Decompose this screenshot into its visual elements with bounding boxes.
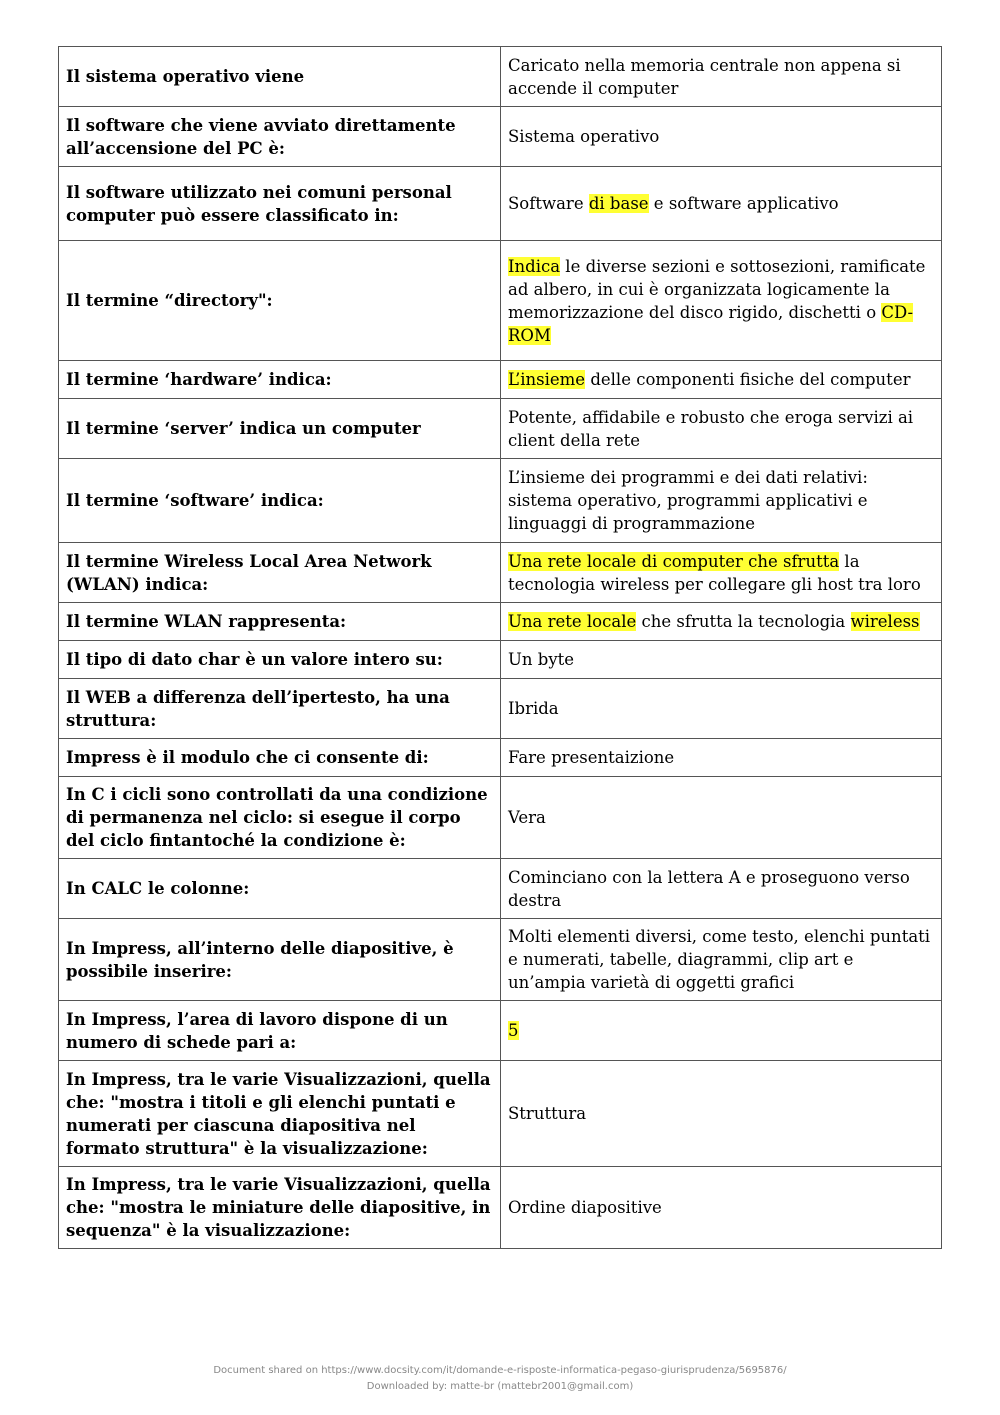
question-cell: Il WEB a differenza dell’ipertesto, ha una struttura: <box>59 679 501 739</box>
question-cell: In C i cicli sono controllati da una condizione di permanenza nel ciclo: si esegue il corpo del ciclo fintantoché la condizione è: <box>59 777 501 859</box>
table-row <box>59 459 942 543</box>
highlighted-text: wireless <box>850 612 920 631</box>
footer-share-line: Document shared on https://www.docsity.com/it/domande-e-risposte-informatica-pegaso-giurisprudenza/5695876/ <box>213 1365 787 1376</box>
question-cell: In Impress, tra le varie Visualizzazioni, quella che: "mostra i titoli e gli elenchi puntati e numerati per ciascuna diapositiva nel formato struttura" è la visualizzazione: <box>59 1061 501 1167</box>
table-row <box>59 641 942 679</box>
answer-cell <box>501 167 942 241</box>
footer-download-line: Downloaded by: matte-br (mattebr2001@gmail.com) <box>366 1381 634 1392</box>
answer-text: Molti elementi diversi, come testo, elenchi puntati e numerati, tabelle, diagrammi, clip art e un’ampia varietà di oggetti grafici <box>508 927 931 992</box>
answer-text: Sistema operativo <box>508 127 660 146</box>
question-cell: Il termine WLAN rappresenta: <box>59 603 501 641</box>
highlighted-text: 5 <box>508 1021 519 1040</box>
question-cell: Il termine ‘hardware’ indica: <box>59 361 501 399</box>
answer-text: che sfrutta la tecnologia <box>636 612 851 631</box>
answer-cell <box>501 1001 942 1061</box>
answer-text: e software applicativo <box>648 194 839 213</box>
answer-text: Un byte <box>508 650 575 669</box>
answer-cell <box>501 47 942 107</box>
table-row <box>59 399 942 459</box>
answer-text: Vera <box>508 808 546 827</box>
answer-text: Cominciano con la lettera A e proseguono verso destra <box>508 867 910 910</box>
question-cell: Il termine ‘server’ indica un computer <box>59 399 501 459</box>
answer-text: Ordine diapositive <box>508 1198 662 1217</box>
question-cell: In Impress, all’interno delle diapositive, è possibile inserire: <box>59 919 501 1001</box>
table-row <box>59 919 942 1001</box>
answer-text: Struttura <box>508 1104 587 1123</box>
answer-cell <box>501 641 942 679</box>
answer-cell <box>501 543 942 603</box>
table-row <box>59 603 942 641</box>
table-row <box>59 1167 942 1249</box>
answer-cell <box>501 459 942 543</box>
question-cell: Il software utilizzato nei comuni personal computer può essere classificato in: <box>59 167 501 241</box>
question-cell: Il termine “directory": <box>59 241 501 361</box>
question-cell: In Impress, tra le varie Visualizzazioni, quella che: "mostra le miniature delle diapositive, in sequenza" è la visualizzazione: <box>59 1167 501 1249</box>
table-row <box>59 47 942 107</box>
highlighted-text: L’insieme <box>508 370 586 389</box>
table-row <box>59 679 942 739</box>
table-row <box>59 1061 942 1167</box>
table-row <box>59 361 942 399</box>
answer-cell <box>501 679 942 739</box>
table-row <box>59 543 942 603</box>
highlighted-text: Una rete locale <box>508 612 637 631</box>
qa-table-body <box>59 47 942 1249</box>
table-row <box>59 739 942 777</box>
answer-text: Potente, affidabile e robusto che eroga servizi ai client della rete <box>508 407 914 450</box>
answer-cell <box>501 603 942 641</box>
qa-table <box>58 46 942 1249</box>
question-cell: Il software che viene avviato direttamente all’accensione del PC è: <box>59 107 501 167</box>
answer-text: delle componenti fisiche del computer <box>585 370 911 389</box>
table-row <box>59 777 942 859</box>
question-cell: Impress è il modulo che ci consente di: <box>59 739 501 777</box>
question-cell: In CALC le colonne: <box>59 859 501 919</box>
table-row <box>59 859 942 919</box>
answer-cell <box>501 859 942 919</box>
answer-cell <box>501 919 942 1001</box>
answer-cell <box>501 777 942 859</box>
table-row <box>59 241 942 361</box>
question-cell: In Impress, l’area di lavoro dispone di un numero di schede pari a: <box>59 1001 501 1061</box>
highlighted-text: di base <box>588 194 649 213</box>
question-cell: Il termine Wireless Local Area Network (WLAN) indica: <box>59 543 501 603</box>
answer-cell <box>501 399 942 459</box>
answer-text: Software <box>508 194 589 213</box>
answer-text: Caricato nella memoria centrale non appena si accende il computer <box>508 55 901 98</box>
answer-cell <box>501 241 942 361</box>
question-cell: Il termine ‘software’ indica: <box>59 459 501 543</box>
table-row <box>59 167 942 241</box>
table-row <box>59 1001 942 1061</box>
answer-text: L’insieme dei programmi e dei dati relativi: sistema operativo, programmi applicativi e linguaggi di programmazione <box>508 468 868 533</box>
answer-text: Ibrida <box>508 699 559 718</box>
answer-text: Fare presentaizione <box>508 748 675 767</box>
answer-cell <box>501 107 942 167</box>
highlighted-text: Una rete locale di computer che sfrutta <box>508 551 840 571</box>
answer-text: la tecnologia wireless per collegare gli host tra loro <box>508 551 921 594</box>
answer-cell <box>501 739 942 777</box>
answer-text: le diverse sezioni e sottosezioni, ramificate ad albero, in cui è organizzata logicamente la memorizzazione del disco rigido, dischetti o <box>508 256 926 322</box>
answer-cell <box>501 1061 942 1167</box>
highlighted-text: CD-ROM <box>508 302 914 345</box>
question-cell: Il sistema operativo viene <box>59 47 501 107</box>
table-row <box>59 107 942 167</box>
highlighted-text: Indica <box>508 256 561 276</box>
answer-cell <box>501 1167 942 1249</box>
answer-cell <box>501 361 942 399</box>
question-cell: Il tipo di dato char è un valore intero su: <box>59 641 501 679</box>
